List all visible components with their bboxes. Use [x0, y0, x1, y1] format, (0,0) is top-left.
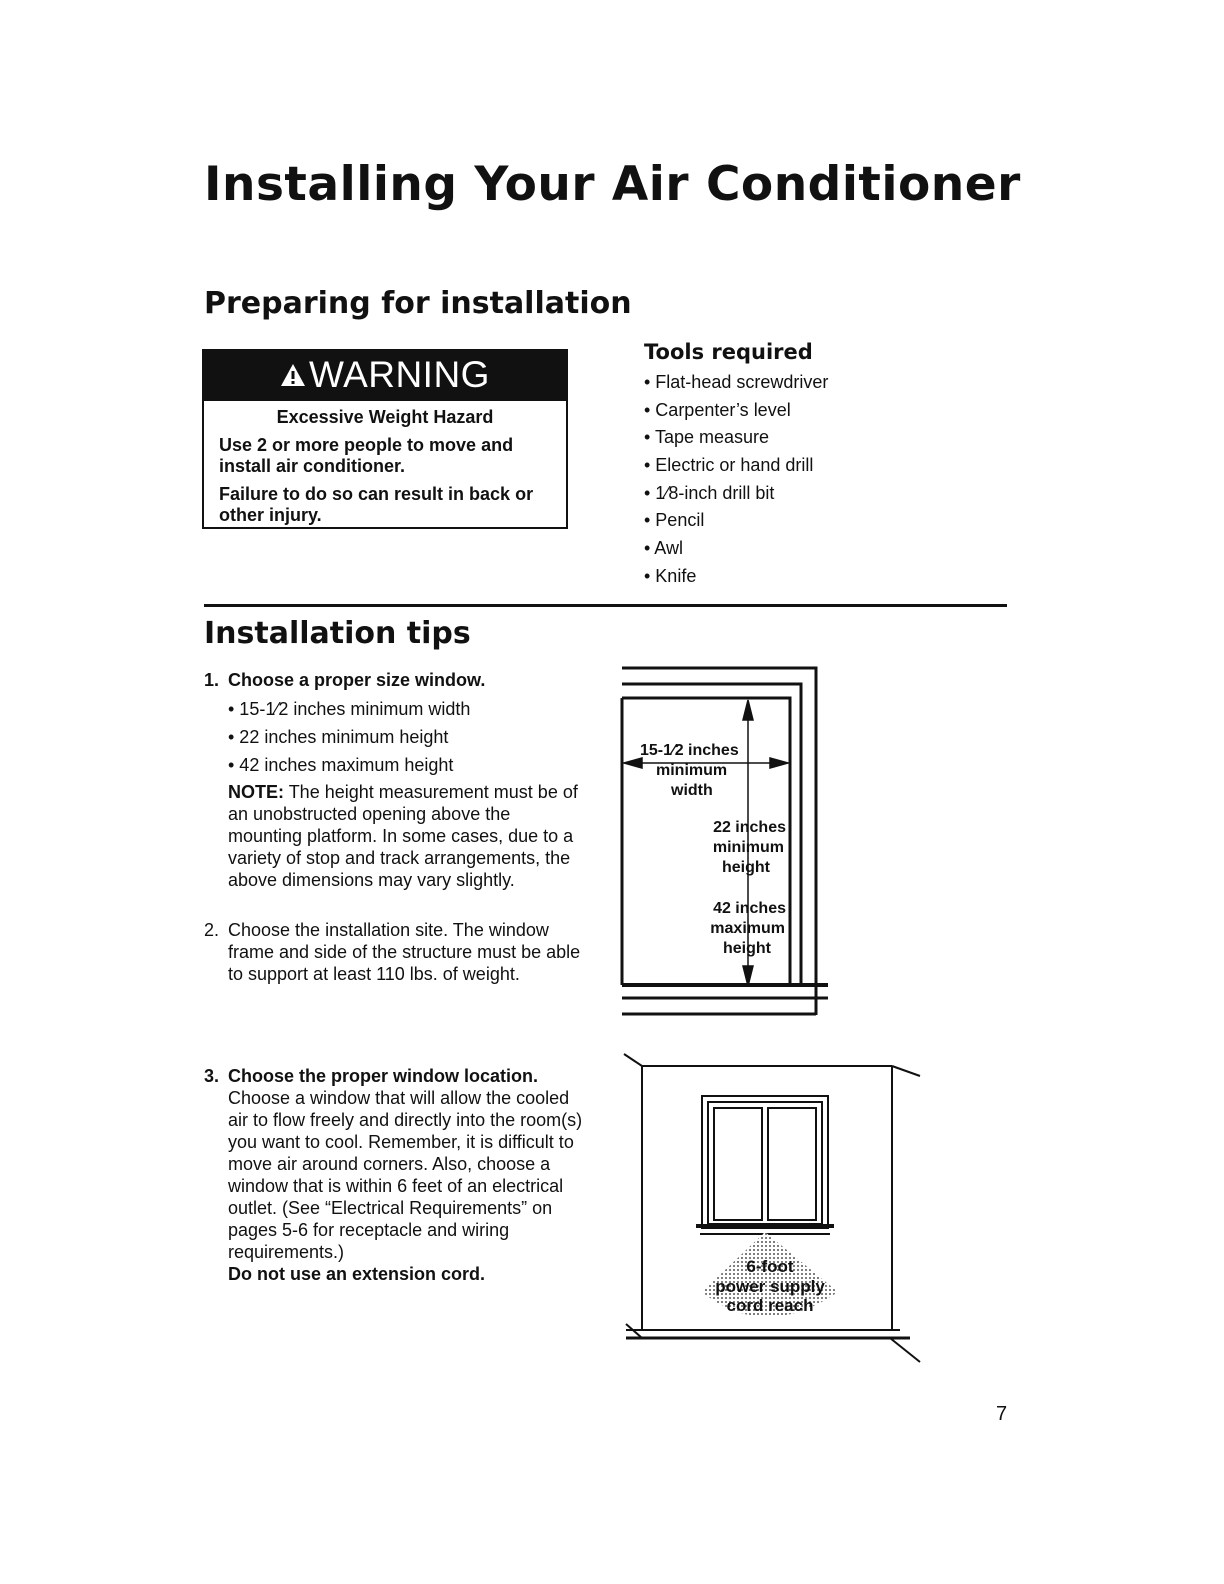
- tools-heading: Tools required: [644, 340, 813, 364]
- warning-header-text: WARNING: [309, 354, 490, 395]
- step-3-heading-text: Choose the proper window location.: [228, 1066, 539, 1086]
- warning-triangle-icon: [280, 363, 306, 387]
- step-2-text: Choose the installation site. The window frame and side of the structure must be able to support at least 110 lbs. of weight.: [228, 920, 581, 984]
- section-heading-tips: Installation tips: [204, 616, 471, 651]
- min-height-label: 22 inches: [713, 819, 786, 836]
- max-height-label: maximum: [710, 920, 785, 937]
- width-label: width: [671, 782, 713, 799]
- tool-item: • Tape measure: [644, 427, 770, 448]
- tool-item: • Carpenter’s level: [644, 399, 791, 420]
- warning-instruction: Use 2 or more people to move and install air conditioner.: [219, 435, 514, 476]
- warning-consequence: Failure to do so can result in back or other injury.: [219, 484, 534, 525]
- max-height-label: 42 inches: [713, 900, 786, 917]
- step-3-heading: [204, 1066, 584, 1087]
- width-label: 15-1⁄2 inches: [640, 742, 739, 759]
- step-number: 3.: [204, 1066, 220, 1086]
- tool-item: • Awl: [644, 538, 683, 559]
- cord-reach-text: power supply: [715, 1277, 825, 1296]
- section-heading-preparing: Preparing for installation: [204, 286, 632, 321]
- tool-item: • Knife: [644, 565, 697, 586]
- section-divider: [204, 604, 1007, 607]
- page-number: 7: [996, 1403, 1008, 1425]
- page-title: [204, 158, 1021, 211]
- step-number: 1.: [204, 670, 220, 690]
- tool-item: • Electric or hand drill: [644, 455, 814, 476]
- max-height-label: height: [723, 940, 771, 957]
- step-1: [204, 670, 584, 891]
- step-3: [204, 1066, 584, 1285]
- tool-item: • Flat-head screwdriver: [644, 372, 829, 392]
- warning-hazard-title: Excessive Weight Hazard: [276, 407, 494, 427]
- note-label: NOTE:: [228, 782, 284, 802]
- step-1-heading-text: Choose a proper size window.: [228, 670, 486, 690]
- dimension-labels: [640, 742, 786, 957]
- note: [228, 781, 584, 891]
- note-text: The height measurement must be of an unobstructed opening above the mounting platform. In some cases, due to a variety of stop and track arrangements, the above dimensions may vary slightly.: [228, 782, 578, 890]
- step-3-text: [228, 1087, 584, 1285]
- page-title-text: Installing Your Air Conditioner: [204, 157, 1021, 212]
- tools-list: [644, 371, 828, 593]
- warning-box: [202, 349, 568, 529]
- extension-cord-warning: Do not use an extension cord.: [228, 1264, 486, 1284]
- window-location-diagram: [620, 1052, 924, 1372]
- warning-header: [204, 349, 566, 401]
- width-label: minimum: [656, 762, 728, 779]
- window-dimensions-diagram: [618, 660, 838, 1020]
- step-number: 2.: [204, 920, 220, 940]
- step-3-body: Choose a window that will allow the cooled air to flow freely and directly into the room(s) you want to cool. Remember, it is difficult to move air around corners. Also, choose a window that is within 6 feet of an electrical outlet. (See “Electrical Requirements” on pages 5-6 for receptacle and wiring requirements.): [228, 1088, 583, 1262]
- window: [696, 1096, 834, 1234]
- min-height-label: height: [722, 859, 770, 876]
- step-1-heading: [204, 670, 584, 691]
- size-requirement: • 42 inches maximum height: [228, 755, 454, 775]
- cord-reach-text: cord reach: [726, 1296, 814, 1315]
- tool-item: • Pencil: [644, 510, 705, 531]
- cord-reach-text: 6-foot: [746, 1257, 794, 1276]
- tool-item: • 1⁄8-inch drill bit: [644, 482, 775, 503]
- size-requirement: • 22 inches minimum height: [228, 727, 449, 747]
- size-requirement: • 15-1⁄2 inches minimum width: [228, 699, 471, 719]
- step-2: [204, 919, 584, 985]
- min-height-label: minimum: [712, 839, 784, 856]
- size-requirements-list: [228, 697, 584, 781]
